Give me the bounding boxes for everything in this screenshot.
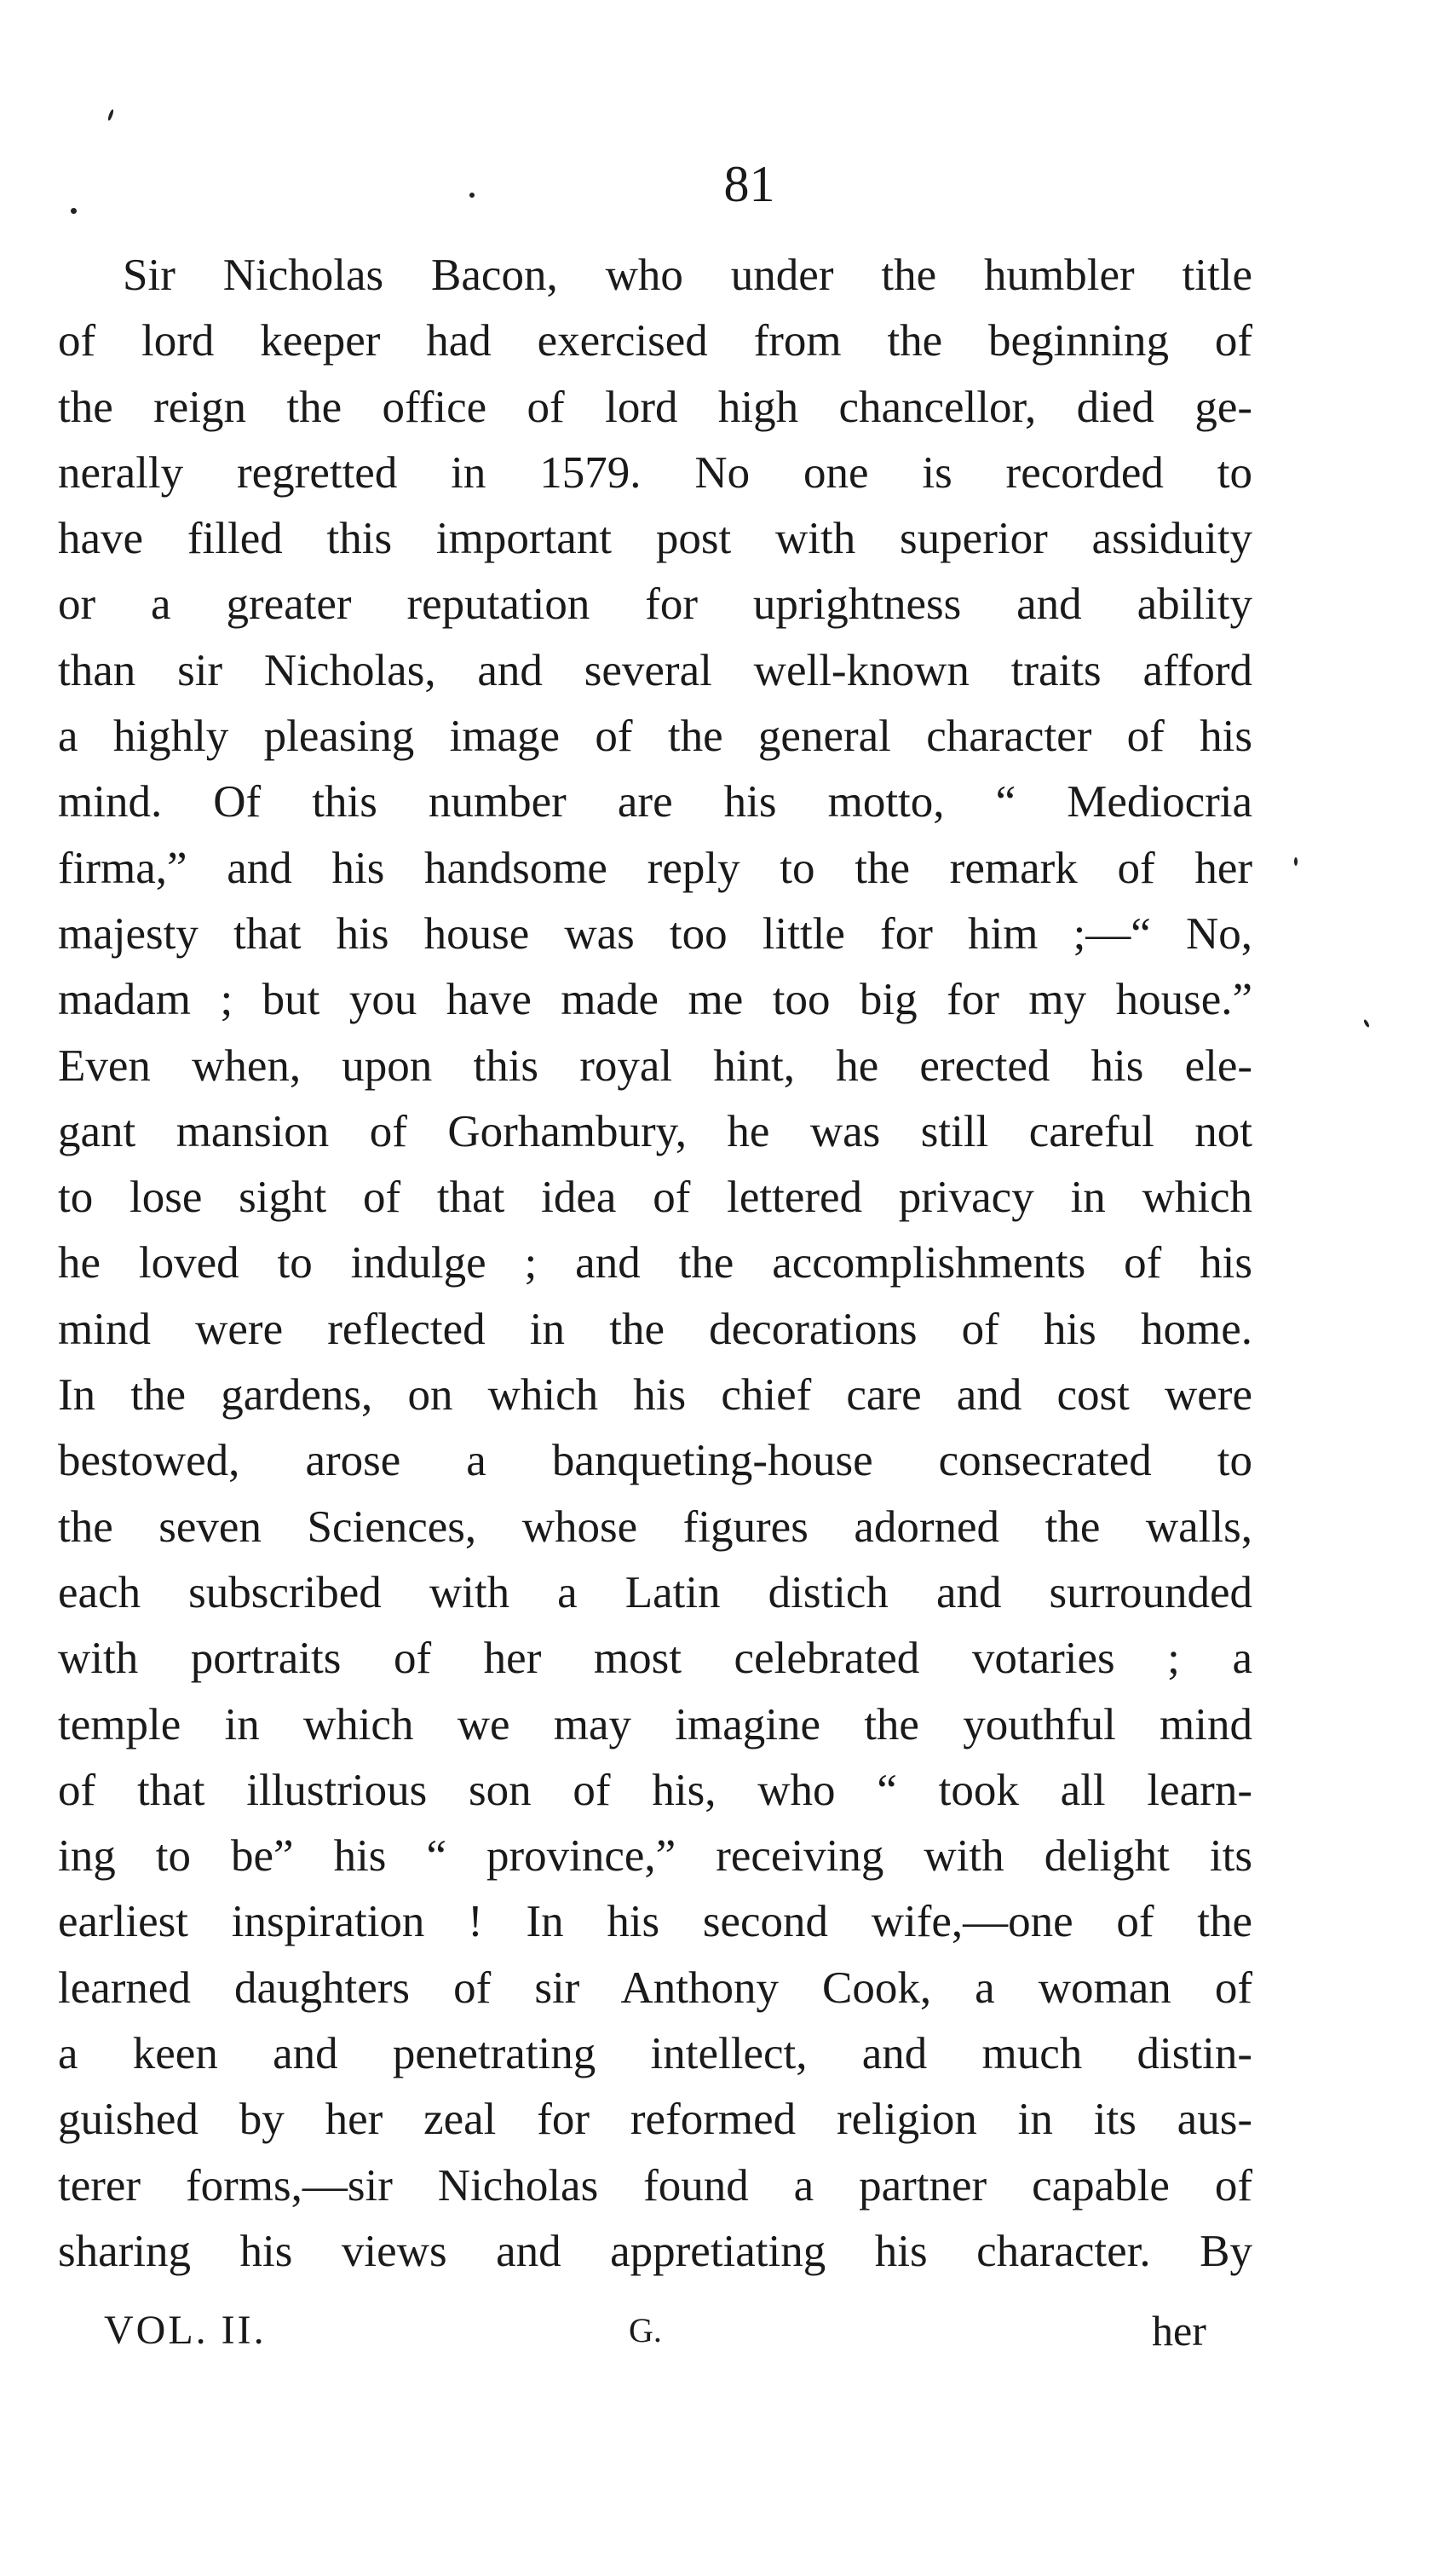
ink-speck [1294,857,1298,866]
text-line: with portraits of her most celebrated votaries ; a [58,1634,1252,1684]
text-line: the reign the office of lord high chancellor, died ge- [58,382,1252,432]
text-line: than sir Nicholas, and several well-known traits afford [58,645,1252,695]
page-footer [0,2301,1456,2360]
text-line: learned daughters of sir Anthony Cook, a woman of [58,1963,1252,2013]
text-line: madam ; but you have made me too big for my house.” [58,975,1252,1025]
text-line: guished by her zeal for reformed religion in its aus- [58,2095,1252,2145]
text-line: a keen and penetrating intellect, and much distin- [58,2029,1252,2079]
text-line: have filled this important post with superior assiduity [58,514,1252,564]
ink-speck [1363,1019,1370,1029]
text-line: In the gardens, on which his chief care and cost were [58,1370,1252,1421]
text-line: sharing his views and appretiating his character. By [58,2226,1252,2276]
text-line: nerally regretted in 1579. No one is recorded to [58,447,1252,498]
text-line: mind. Of this number are his motto, “ Mediocria [58,777,1252,827]
text-line: Even when, upon this royal hint, he erected his ele- [58,1040,1252,1091]
text-line: Sir Nicholas Bacon, who under the humbler title [123,251,1252,300]
text-line: he loved to indulge ; and the accomplishments of his [58,1238,1252,1288]
text-line: the seven Sciences, whose figures adorned the walls, [58,1502,1252,1552]
text-line: mind were reflected in the decorations of his home. [58,1304,1252,1354]
text-line: or a greater reputation for uprightness and ability [58,579,1252,630]
text-line: a highly pleasing image of the general character of his [58,712,1252,762]
text-line: of that illustrious son of his, who “ took all learn- [58,1765,1252,1815]
text-line: bestowed, arose a banqueting-house consecrated to [58,1436,1252,1486]
text-line: gant mansion of Gorhambury, he was still careful not [58,1106,1252,1156]
page-number [0,156,1456,212]
text-line: earliest inspiration ! In his second wife,—one of the [58,1897,1252,1947]
text-line: to lose sight of that idea of lettered privacy in which [58,1173,1252,1223]
catchword: her [1152,2307,1206,2355]
text-line: terer forms,—sir Nicholas found a partner capable of [58,2160,1252,2211]
text-line: of lord keeper had exercised from the beginning of [58,316,1252,366]
text-line: firma,” and his handsome reply to the remark of her [58,843,1252,893]
text-line: each subscribed with a Latin distich and surrounded [58,1567,1252,1617]
signature-mark: G. [629,2311,662,2349]
volume-label: VOL. II. [104,2308,267,2353]
page-number-text: 81 [723,156,775,212]
ink-speck [107,109,115,122]
text-line: temple in which we may imagine the youthful mind [58,1699,1252,1749]
text-line: majesty that his house was too little for him ;—“ No, [58,908,1252,959]
text-line: ing to be” his “ province,” receiving with delight its [58,1831,1252,1882]
body-text [58,243,1252,2285]
